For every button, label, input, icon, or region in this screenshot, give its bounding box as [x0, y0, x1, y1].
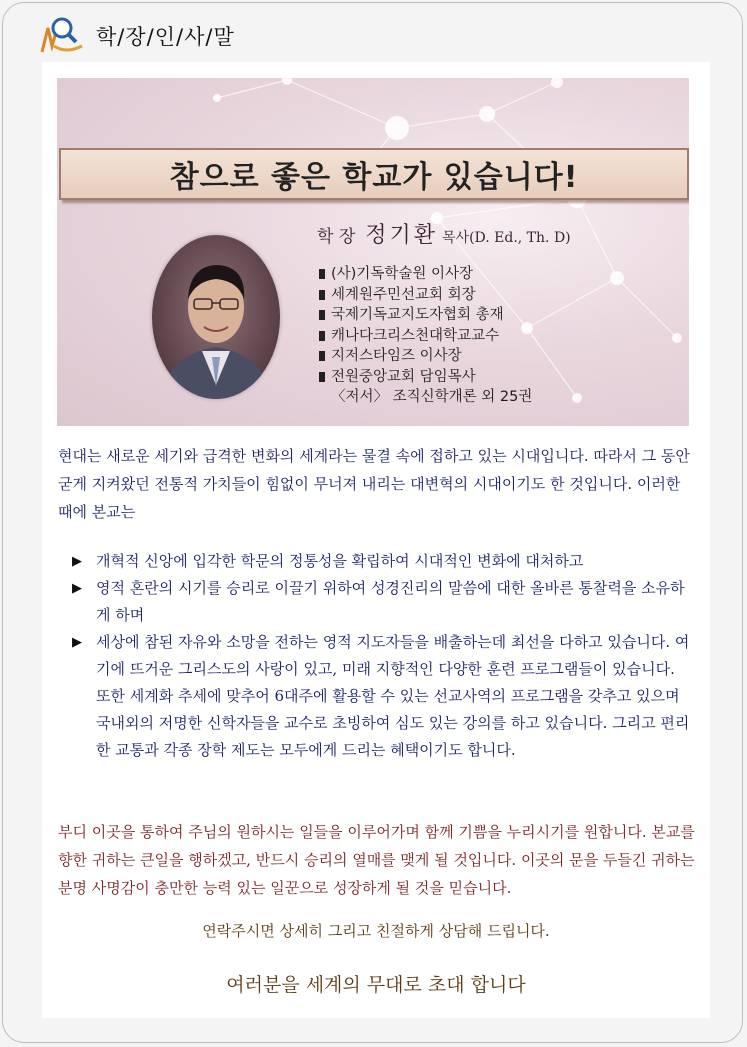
credential-text: (사)기독학술원 이사장	[331, 266, 473, 282]
point-text: 개혁적 신앙에 입각한 학문의 정통성을 확립하여 시대적인 변화에 대처하고	[96, 552, 584, 570]
intro-paragraph: 현대는 새로운 세기와 급격한 변화의 세계라는 물결 속에 접하고 있는 시대입니다. 따라서 그 동안 굳게 지켜왔던 전통적 가치들이 힘없이 무너져 내리는 대변혁의 시대이기도 한 것입니다. 이러한 때에 본교는	[58, 447, 690, 521]
headline-box	[59, 148, 689, 200]
president-name: 정기환	[365, 223, 439, 248]
credential-text: 세계원주민선교회 회장	[331, 286, 476, 303]
list-item	[319, 387, 532, 408]
square-bullet-icon	[319, 310, 325, 320]
credential-text: 전원중앙교회 담임목사	[331, 368, 476, 385]
list-item	[72, 575, 692, 629]
president-role: 학 장	[317, 227, 356, 247]
list-item	[72, 629, 692, 764]
square-bullet-icon	[319, 372, 325, 382]
invitation-line: 여러분을 세계의 무대로 초대 합니다	[226, 974, 526, 996]
point-text: 영적 혼란의 시기를 승리로 이끌기 위하여 성경진리의 말씀에 대한 올바른 통찰력을 소유하게 하며	[96, 579, 685, 624]
triangle-bullet-icon: ▶	[72, 554, 82, 569]
president-title: 목사(D. Ed., Th. D)	[442, 230, 571, 246]
list-item	[319, 285, 532, 306]
greeting-banner	[57, 78, 689, 426]
square-bullet-icon	[319, 290, 325, 300]
closing-paragraph: 부디 이곳을 통하여 주님의 원하시는 일들을 이루어가며 함께 기쁨을 누리시기를 원합니다. 본교를 향한 귀하는 큰일을 행하겠고, 반드시 승리의 열매를 맺게 될 것입니다. 이곳의 문을 두들긴 귀하는 분명 사명감이 충만한 능력 있는 일꾼으로 성장하게 될 것을 믿습니다.	[58, 823, 695, 897]
content-sheet	[42, 62, 710, 1018]
headline: 참으로 좋은 학교가 있습니다!	[169, 160, 579, 195]
school-logo-icon	[40, 16, 84, 56]
credential-text: 국제기독교지도자협회 총재	[331, 307, 504, 323]
credential-text: 캐나다크리스천대학교교수	[331, 327, 500, 344]
list-item	[72, 548, 692, 575]
point-text: 세상에 참된 자유와 소망을 전하는 영적 지도자들을 배출하는데 최선을 다하고 있습니다. 여기에 뜨거운 그리스도의 사랑이 있고, 미래 지향적인 다양한 훈련 프로그램들이 있습니다. 또한 세계화 추세에 맞추어 6대주에 활용할 수 있는 선교사역의 프로그램을 갖추고 있으며 국내외의 저명한 신학자들을 교수로 초빙하여 심도 있는 강의를 하고 있습니다. 그리고 편리한 교통과 각종 장학 제도는 모두에게 드리는 혜택이기도 합니다.	[96, 633, 690, 759]
credential-text: 지저스타임즈 이사장	[331, 348, 462, 364]
list-item	[319, 346, 532, 367]
triangle-bullet-icon: ▶	[72, 581, 82, 596]
list-item	[319, 367, 532, 388]
page-title: 학/장/인/사/말	[96, 25, 235, 49]
list-item	[319, 305, 532, 326]
mission-points	[72, 548, 692, 764]
writing-text: 〈저서〉 조직신학개론 외 25권	[331, 389, 533, 405]
president-name-line	[317, 218, 571, 249]
square-bullet-icon	[319, 351, 325, 361]
president-photo	[152, 235, 280, 399]
square-bullet-icon	[319, 269, 325, 279]
triangle-bullet-icon: ▶	[72, 635, 82, 650]
list-item	[319, 326, 532, 347]
list-item	[319, 264, 532, 285]
square-bullet-icon	[319, 331, 325, 341]
page-header	[40, 14, 235, 58]
credentials-list	[319, 264, 532, 408]
contact-note: 연락주시면 상세히 그리고 친절하게 상담해 드립니다.	[202, 922, 550, 940]
